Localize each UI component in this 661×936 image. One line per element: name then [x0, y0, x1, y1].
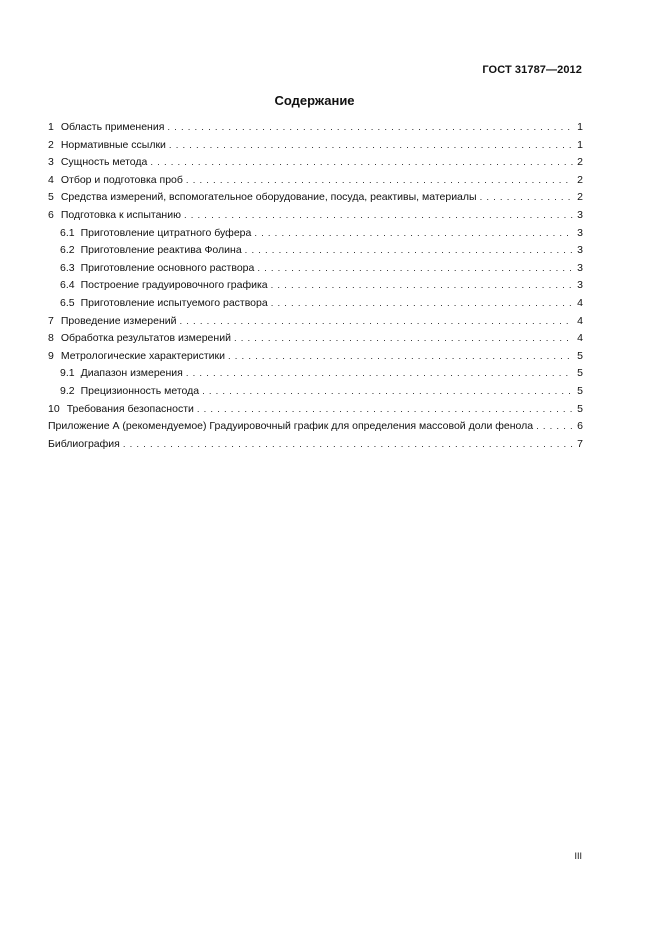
toc-entry-appendix-a[interactable] — [48, 420, 583, 438]
toc-entry-page: 5 — [577, 349, 583, 362]
toc-entry-number: 5 — [48, 191, 54, 204]
toc-entry-6-3[interactable] — [48, 262, 583, 280]
toc-entry-9-2[interactable] — [48, 385, 583, 403]
table-of-contents — [48, 121, 583, 455]
document-code: ГОСТ 31787—2012 — [482, 64, 582, 76]
toc-entry-title: Проведение измерений — [60, 314, 177, 327]
toc-entry-title: Библиография — [48, 437, 120, 450]
toc-entry-page: 2 — [577, 173, 583, 186]
toc-entry-page: 4 — [577, 296, 583, 309]
toc-entry-title: Требования безопасности — [66, 402, 194, 415]
toc-entry-number: 1 — [48, 121, 54, 133]
toc-entry-page: 2 — [577, 156, 583, 169]
toc-entry-page: 3 — [577, 279, 583, 292]
toc-entry-page: 3 — [577, 208, 583, 221]
toc-entry-9[interactable] — [48, 350, 583, 368]
toc-entry-title: Нормативные ссылки — [60, 138, 166, 151]
toc-entry-page: 3 — [577, 226, 583, 239]
toc-entry-6-4[interactable] — [48, 279, 583, 297]
toc-entry-number: 6.1 — [60, 226, 75, 239]
toc-title: Содержание — [274, 93, 355, 108]
toc-entry-number: 3 — [48, 156, 54, 169]
toc-entry-number: 9.2 — [60, 384, 75, 397]
toc-dot-leader — [179, 316, 573, 327]
toc-entry-page: 5 — [577, 367, 583, 380]
toc-dot-leader — [245, 245, 573, 256]
toc-entry-title: Приготовление основного раствора — [80, 261, 255, 274]
toc-entry-title: Диапазон измерения — [80, 367, 183, 380]
toc-entry-5[interactable] — [48, 191, 583, 209]
toc-entry-page: 2 — [577, 191, 583, 204]
toc-entry-title: Приготовление испытуемого раствора — [80, 296, 268, 309]
toc-entry-4[interactable] — [48, 174, 583, 192]
toc-entry-number: 2 — [48, 138, 54, 151]
toc-entry-page: 4 — [577, 332, 583, 345]
toc-dot-leader — [536, 421, 573, 432]
toc-dot-leader — [184, 210, 573, 221]
toc-entry-7[interactable] — [48, 315, 583, 333]
toc-entry-number: 7 — [48, 314, 54, 327]
toc-entry-title: Подготовка к испытанию — [60, 208, 181, 221]
toc-entry-page: 1 — [577, 121, 583, 133]
toc-entry-title: Приготовление реактива Фолина — [80, 244, 242, 257]
toc-dot-leader — [167, 122, 573, 133]
toc-dot-leader — [169, 140, 573, 151]
toc-entry-10[interactable] — [48, 403, 583, 421]
toc-entry-title: Метрологические характеристики — [60, 349, 225, 362]
toc-dot-leader — [234, 333, 573, 344]
toc-dot-leader — [186, 175, 573, 186]
toc-entry-number: 4 — [48, 173, 54, 186]
toc-entry-8[interactable] — [48, 332, 583, 350]
toc-dot-leader — [257, 263, 573, 274]
toc-entry-3[interactable] — [48, 156, 583, 174]
toc-entry-page: 4 — [577, 314, 583, 327]
toc-entry-number: 6 — [48, 208, 54, 221]
toc-entry-page: 6 — [577, 420, 583, 433]
toc-entry-title: Обработка результатов измерений — [60, 332, 231, 345]
toc-entry-6-1[interactable] — [48, 227, 583, 245]
toc-entry-page: 5 — [577, 402, 583, 415]
toc-entry-title: Отбор и подготовка проб — [60, 173, 183, 186]
toc-entry-number: 9 — [48, 349, 54, 362]
toc-entry-title: Построение градуировочного графика — [80, 279, 268, 292]
toc-entry-number: 8 — [48, 332, 54, 345]
toc-entry-title: Сущность метода — [60, 156, 148, 169]
toc-dot-leader — [150, 157, 573, 168]
toc-dot-leader — [186, 368, 573, 379]
toc-entry-title: Приготовление цитратного буфера — [80, 226, 252, 239]
toc-entry-page: 7 — [577, 437, 583, 450]
toc-entry-2[interactable] — [48, 139, 583, 157]
toc-entry-title: Область применения — [60, 121, 165, 133]
toc-entry-bibliography[interactable] — [48, 438, 583, 456]
toc-entry-number: 10 — [48, 402, 60, 415]
toc-entry-page: 1 — [577, 138, 583, 151]
toc-dot-leader — [271, 280, 573, 291]
toc-entry-number: 6.2 — [60, 244, 75, 257]
toc-dot-leader — [197, 404, 573, 415]
toc-entry-6-5[interactable] — [48, 297, 583, 315]
toc-entry-title: Приложение А (рекомендуемое) Градуировочный график для определения массовой доли фенола — [48, 420, 534, 433]
toc-entry-1[interactable] — [48, 121, 583, 139]
toc-entry-page: 3 — [577, 244, 583, 257]
toc-entry-number: 6.3 — [60, 261, 75, 274]
toc-entry-number: 9.1 — [60, 367, 75, 380]
toc-entry-title: Прецизионность метода — [80, 384, 200, 397]
toc-entry-title: Средства измерений, вспомогательное оборудование, посуда, реактивы, материалы — [60, 191, 477, 204]
toc-entry-page: 5 — [577, 384, 583, 397]
toc-dot-leader — [480, 192, 573, 203]
toc-dot-leader — [228, 351, 573, 362]
toc-entry-6-2[interactable] — [48, 244, 583, 262]
toc-entry-page: 3 — [577, 261, 583, 274]
toc-dot-leader — [254, 228, 573, 239]
toc-entry-number: 6.4 — [60, 279, 75, 292]
toc-dot-leader — [271, 298, 573, 309]
toc-dot-leader — [123, 439, 573, 450]
toc-entry-number: 6.5 — [60, 296, 75, 309]
toc-entry-9-1[interactable] — [48, 367, 583, 385]
toc-entry-6[interactable] — [48, 209, 583, 227]
toc-dot-leader — [202, 386, 573, 397]
page-number: III — [574, 851, 582, 861]
